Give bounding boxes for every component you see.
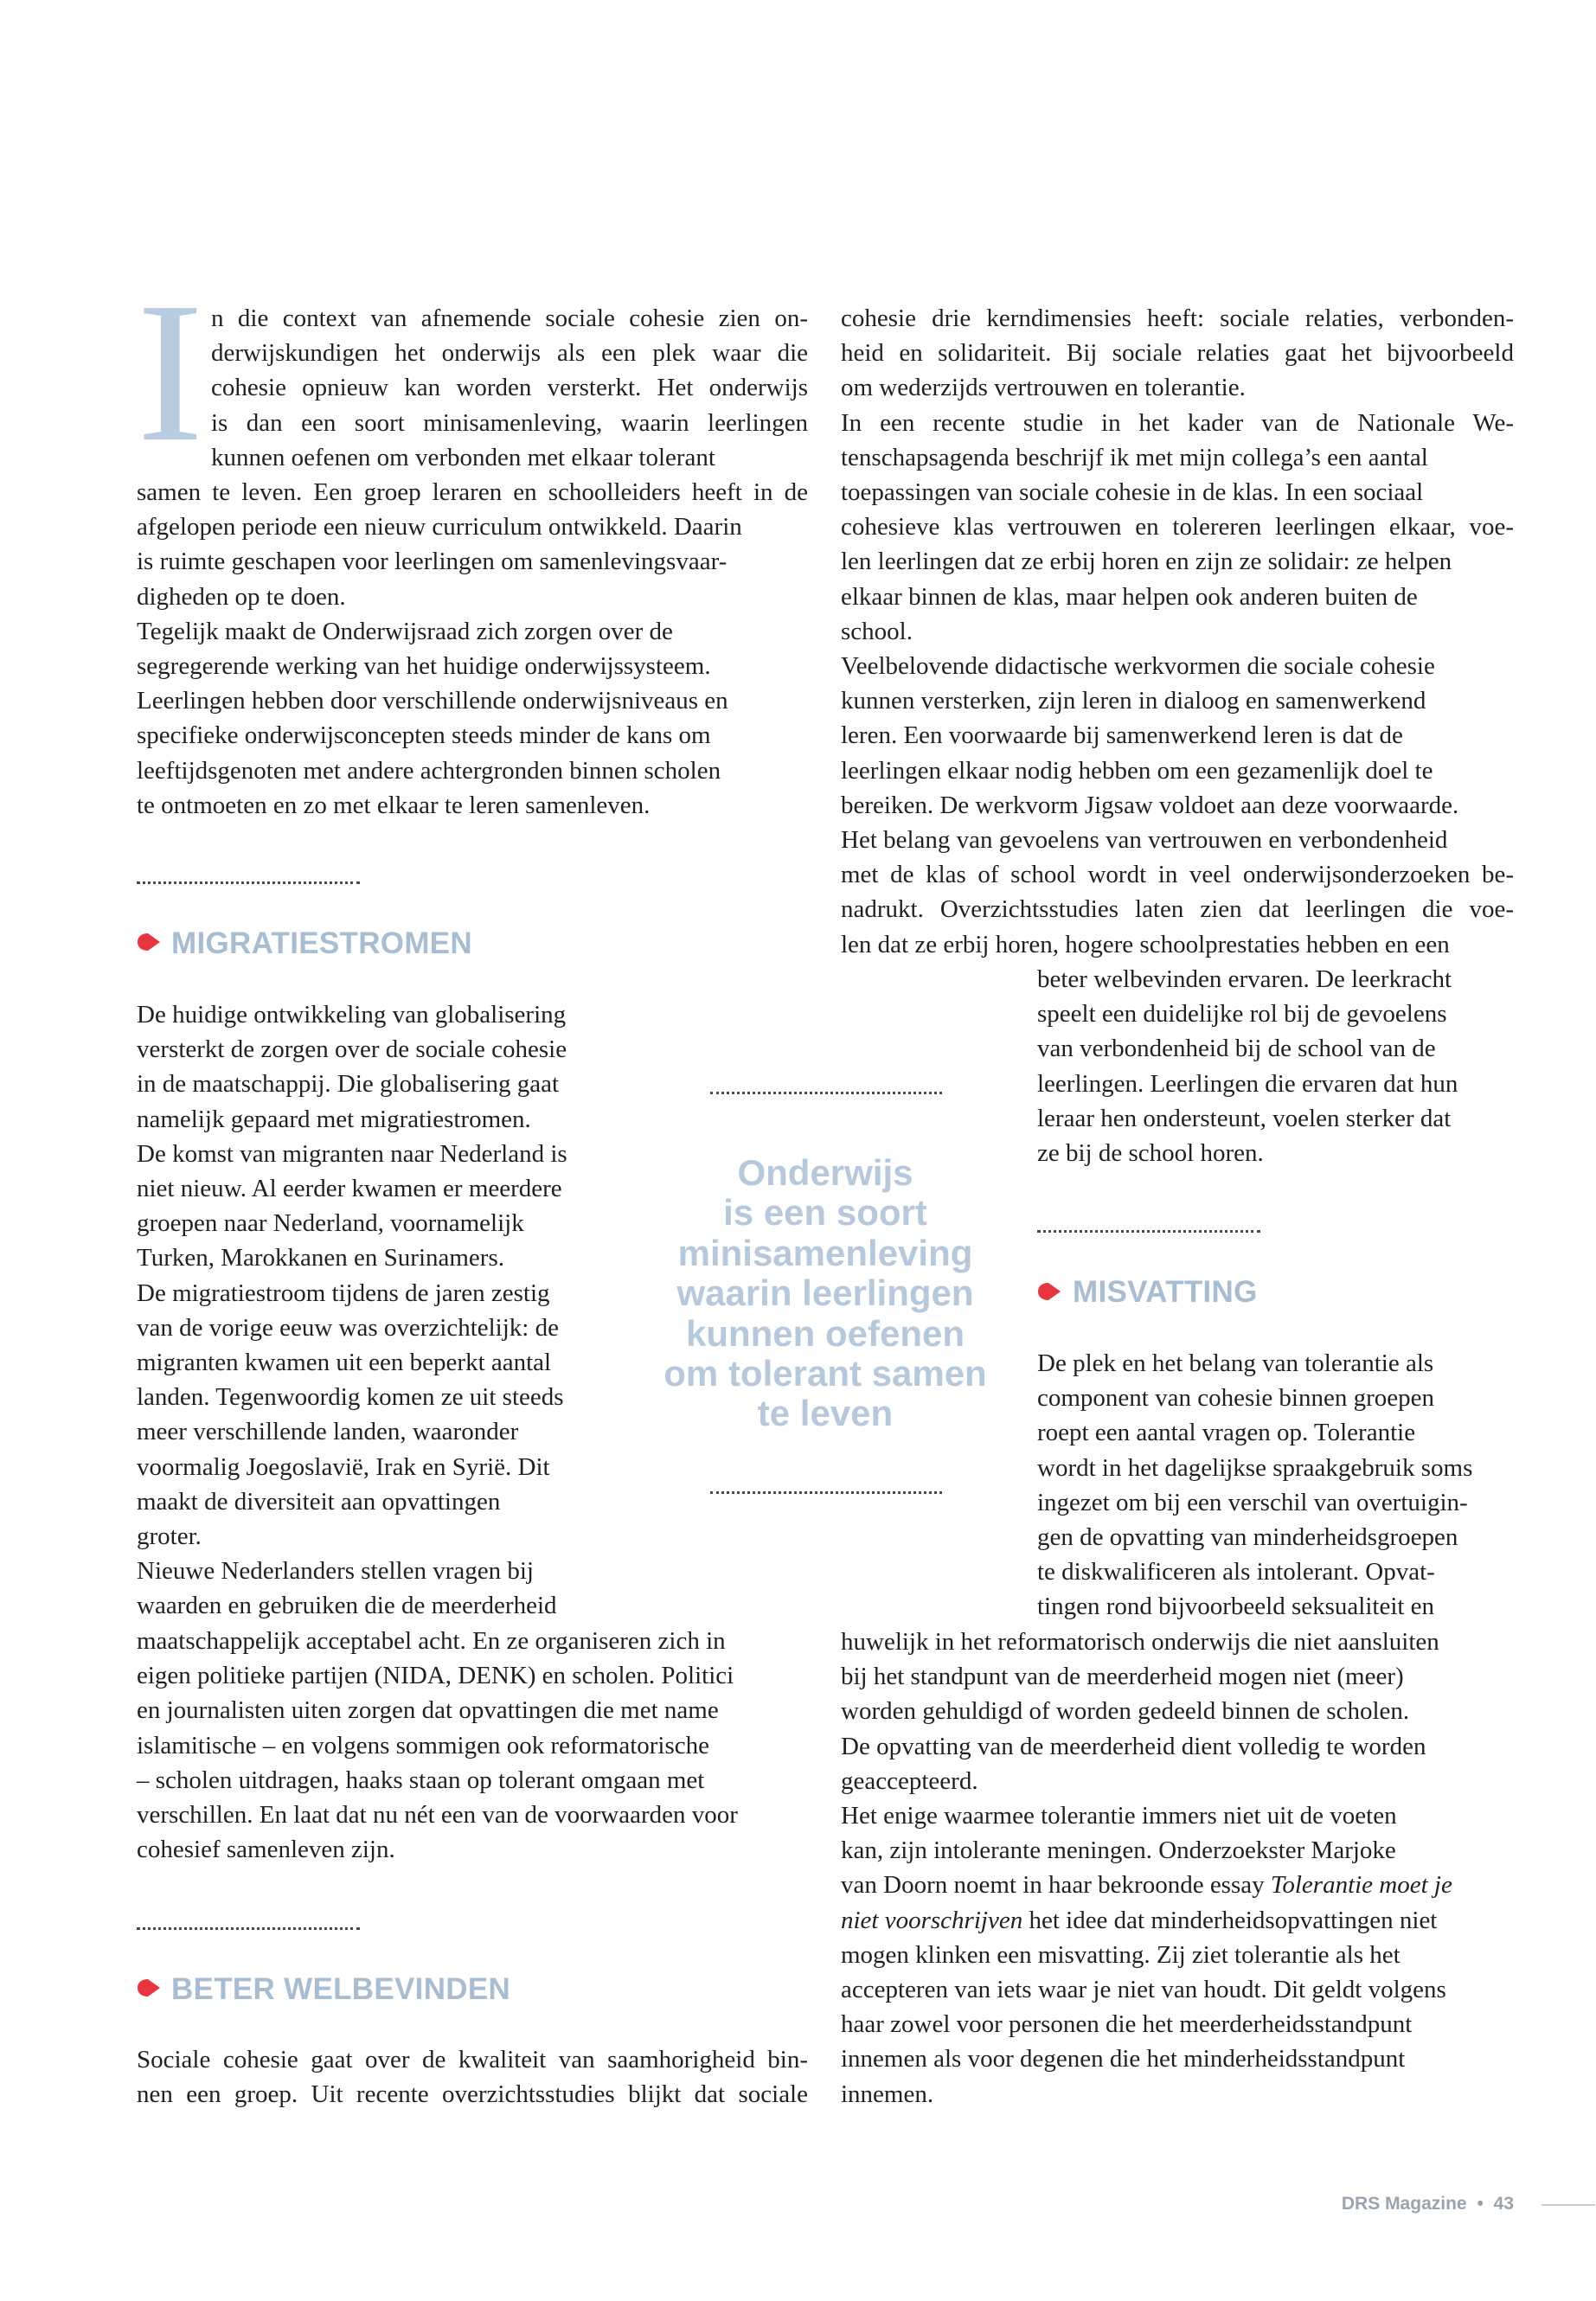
text-line: migranten kwamen uit een beperkt aantal [137, 1349, 552, 1377]
text-line: Veelbelovende didactische werkvormen die sociale cohesie [841, 652, 1435, 681]
magazine-name: DRS Magazine [1341, 2194, 1467, 2214]
text-line: om wederzijds vertrouwen en tolerantie. [841, 374, 1246, 402]
text-line: te diskwalificeren als intolerant. Opvat- [1037, 1558, 1435, 1586]
text-line: Sociale cohesie gaat over de kwaliteit van saamhorigheid bin- [137, 2046, 808, 2073]
text-line: tingen rond bijvoorbeeld seksualiteit en [1037, 1593, 1435, 1621]
text-line: leerlingen. Leerlingen die ervaren dat hun [1037, 1069, 1458, 1098]
drop-cap: I [137, 261, 204, 484]
text-line: gen de opvatting van minderheidsgroepen [1037, 1523, 1458, 1552]
text-line: is dan een soort minisamenleving, waarin leerlingen [211, 408, 808, 437]
footer-rule [1542, 2204, 1595, 2206]
text-line: samen te leven. Een groep leraren en schoolleiders heeft in de [137, 478, 808, 507]
text-line: – scholen uitdragen, haaks staan op tolerant omgaan met [137, 1766, 705, 1794]
text-line: bij het standpunt van de meerderheid mogen niet (meer) [841, 1663, 1404, 1691]
text-line: len leerlingen dat ze erbij horen en zijn ze solidair: ze helpen [841, 548, 1452, 576]
text-line: cohesief samenleven zijn. [137, 1836, 395, 1864]
section-divider [1037, 1230, 1260, 1233]
text-line: component van cohesie binnen groepen [1037, 1384, 1435, 1413]
text-line: van de vorige eeuw was overzichtelijk: de [137, 1313, 559, 1342]
text-line: cohesie drie kerndimensies heeft: sociale relaties, verbonden- [841, 304, 1514, 332]
text-line: De huidige ontwikkeling van globalisering [137, 1001, 567, 1029]
text-line: speelt een duidelijke rol bij de gevoelens [1037, 1000, 1447, 1029]
right-column-paragraph [841, 301, 1514, 962]
text-line: worden gehuldigd of worden gedeeld binnen de scholen. [841, 1697, 1410, 1726]
text-line: nen een groep. Uit recente overzichtsstudies blijkt dat sociale [137, 2080, 808, 2109]
text-line: leraar hen ondersteunt, voelen sterker dat [1037, 1104, 1452, 1132]
text-line: niet nieuw. Al eerder kwamen er meerdere [137, 1175, 562, 1203]
text-line: leren. Een voorwaarde bij samenwerkend leren is dat de [841, 721, 1403, 750]
migratiestromen-paragraph-continued [137, 1624, 808, 1867]
text-line: Het belang van gevoelens van vertrouwen en verbondenheid [841, 826, 1448, 855]
pullquote-line: is een soort [723, 1192, 927, 1234]
text-line: roept een aantal vragen op. Tolerantie [1037, 1419, 1416, 1447]
text-line: accepteren van iets waar je niet van houdt. Dit geldt volgens [841, 1976, 1446, 2004]
text-line: segregerende werking van het huidige onderwijssysteem. [137, 652, 711, 681]
text-line: geaccepteerd. [841, 1766, 978, 1795]
text-line: namelijk gepaard met migratiestromen. [137, 1105, 531, 1133]
text-line: De opvatting van de meerderheid dient volledig te worden [841, 1732, 1426, 1760]
text-line: heid en solidariteit. Bij sociale relaties gaat het bijvoorbeeld [841, 339, 1514, 368]
text-line: met de klas of school wordt in veel onderwijsonderzoeken be- [841, 861, 1514, 889]
intro-paragraph [137, 301, 808, 823]
text-line: kan, zijn intolerante meningen. Onderzoekster Marjoke [841, 1836, 1396, 1865]
text-line: van verbondenheid bij de school van de [1037, 1035, 1436, 1063]
text-line: ze bij de school horen. [1037, 1139, 1264, 1168]
pullquote-line: Onderwijs [737, 1152, 913, 1193]
pullquote-line: kunnen oefenen [685, 1312, 965, 1354]
text-line: meer verschillende landen, waaronder [137, 1418, 519, 1446]
text-line: nadrukt. Overzichtsstudies laten zien dat leerlingen die voe- [841, 895, 1514, 924]
pullquote-divider-top [710, 1092, 942, 1094]
text-line: Nieuwe Nederlanders stellen vragen bij [137, 1557, 534, 1586]
text-line: innemen als voor degenen die het minderheidsstandpunt [841, 2045, 1406, 2073]
text-line: Het enige waarmee tolerantie immers niet uit de voeten [841, 1802, 1397, 1830]
pullquote-line: om tolerant samen [663, 1353, 987, 1394]
section-divider [137, 881, 360, 884]
text-line: groepen naar Nederland, voornamelijk [137, 1209, 524, 1238]
text-line: mogen klinken een misvatting. Zij ziet tolerantie als het [841, 1940, 1401, 1969]
text-line: verschillen. En laat dat nu nét een van de voorwaarden voor [137, 1801, 738, 1830]
text-line: leeftijdsgenoten met andere achtergronden binnen scholen [137, 756, 721, 785]
text-line: bereiken. De werkvorm Jigsaw voldoet aan deze voorwaarde. [841, 791, 1459, 819]
section-heading-migratiestromen: MIGRATIESTROMEN [171, 926, 473, 960]
section-divider [137, 1927, 360, 1930]
text-line: en journalisten uiten zorgen dat opvattingen die met name [137, 1696, 719, 1725]
text-line: derwijskundigen het onderwijs als een plek waar die [211, 339, 808, 368]
footer-separator: • [1477, 2194, 1484, 2214]
text-line: cohesie opnieuw kan worden versterkt. Het onderwijs [211, 374, 808, 402]
pullquote-divider-bottom [710, 1491, 942, 1494]
text-line: islamitische – en volgens sommigen ook reformatorische [137, 1731, 710, 1759]
text-fragment: van Doorn noemt in haar bekroonde essay [841, 1871, 1271, 1900]
text-line: ingezet om bij een verschil van overtuigin- [1037, 1488, 1468, 1516]
text-line: maatschappelijk acceptabel acht. En ze organiseren zich in [137, 1627, 726, 1655]
text-line: groter. [137, 1522, 202, 1551]
text-line: beter welbevinden ervaren. De leerkracht [1037, 965, 1452, 993]
section-heading-misvatting: MISVATTING [1073, 1275, 1258, 1309]
text-line: Turken, Marokkanen en Surinamers. [137, 1244, 504, 1272]
section-bullet-icon [1036, 1282, 1062, 1301]
text-line: wordt in het dagelijkse spraakgebruik soms [1037, 1453, 1473, 1482]
text-line: eigen politieke partijen (NIDA, DENK) en scholen. Politici [137, 1662, 734, 1690]
text-line: in de maatschappij. Die globalisering gaat [137, 1070, 560, 1099]
essay-title: niet voorschrijven [841, 1906, 1023, 1934]
text-line: De komst van migranten naar Nederland is [137, 1139, 567, 1168]
text-line: school. [841, 617, 913, 645]
text-line: n die context van afnemende sociale cohesie zien on- [211, 304, 808, 332]
section-bullet-icon [136, 933, 162, 952]
text-line: elkaar binnen de klas, maar helpen ook anderen buiten de [841, 582, 1418, 611]
text-line: waarden en gebruiken die de meerderheid [137, 1592, 557, 1620]
misvatting-paragraph [1037, 1346, 1514, 1625]
text-line: is ruimte geschapen voor leerlingen om samenlevingsvaar- [137, 548, 727, 576]
text-line [841, 1903, 1514, 1938]
text-fragment: het idee dat minderheidsopvattingen niet [1022, 1906, 1438, 1934]
migratiestromen-paragraph [137, 997, 604, 1624]
essay-title: Tolerantie moet je [1270, 1871, 1452, 1900]
section-bullet-icon [136, 1978, 162, 1997]
beter-welbevinden-paragraph [137, 2042, 808, 2112]
text-line: haar zowel voor personen die het meerderheidsstandpunt [841, 2010, 1413, 2039]
pullquote-line: te leven [757, 1393, 894, 1434]
right-column-paragraph-narrow [1037, 962, 1514, 1170]
text-line: kunnen oefenen om verbonden met elkaar tolerant [211, 443, 715, 471]
pullquote-line: minisamenleving [677, 1232, 973, 1273]
text-line: specifieke onderwijsconcepten steeds minder de kans om [137, 721, 711, 750]
text-line: In een recente studie in het kader van de Nationale We- [841, 408, 1514, 437]
text-line: De migratiestroom tijdens de jaren zestig [137, 1279, 550, 1307]
text-line: voormalig Joegoslavië, Irak en Syrië. Dit [137, 1452, 550, 1481]
text-line: digheden op te doen. [137, 582, 346, 611]
text-line: afgelopen periode een nieuw curriculum ontwikkeld. Daarin [137, 513, 742, 542]
pullquote-line: waarin leerlingen [676, 1272, 974, 1314]
text-line: versterkt de zorgen over de sociale cohesie [137, 1035, 567, 1064]
text-line: te ontmoeten en zo met elkaar te leren samenleven. [137, 791, 651, 819]
text-line: landen. Tegenwoordig komen ze uit steeds [137, 1383, 564, 1412]
page-footer [1298, 2194, 1514, 2214]
text-line: cohesieve klas vertrouwen en tolereren leerlingen elkaar, voe- [841, 513, 1514, 542]
text-line: kunnen versterken, zijn leren in dialoog en samenwerkend [841, 687, 1426, 715]
text-line: len dat ze erbij horen, hogere schoolprestaties hebben en een [841, 930, 1450, 958]
text-line [841, 1868, 1514, 1902]
text-line: innemen. [841, 2080, 934, 2108]
text-line: De plek en het belang van tolerantie als [1037, 1349, 1434, 1377]
text-line: Leerlingen hebben door verschillende onderwijsniveaus en [137, 687, 728, 715]
page-number: 43 [1493, 2194, 1514, 2214]
pullquote [637, 1153, 1014, 1434]
text-line: huwelijk in het reformatorisch onderwijs die niet aansluiten [841, 1628, 1439, 1656]
text-line: leerlingen elkaar nodig hebben om een gezamenlijk doel te [841, 756, 1433, 785]
section-heading-beter-welbevinden: BETER WELBEVINDEN [171, 1972, 511, 2006]
text-line: tenschapsagenda beschrijf ik met mijn collega’s een aantal [841, 443, 1428, 471]
text-line: maakt de diversiteit aan opvattingen [137, 1487, 501, 1516]
text-line: Tegelijk maakt de Onderwijsraad zich zorgen over de [137, 617, 673, 645]
text-line: toepassingen van sociale cohesie in de klas. In een sociaal [841, 478, 1424, 507]
misvatting-paragraph-continued [841, 1625, 1514, 2112]
